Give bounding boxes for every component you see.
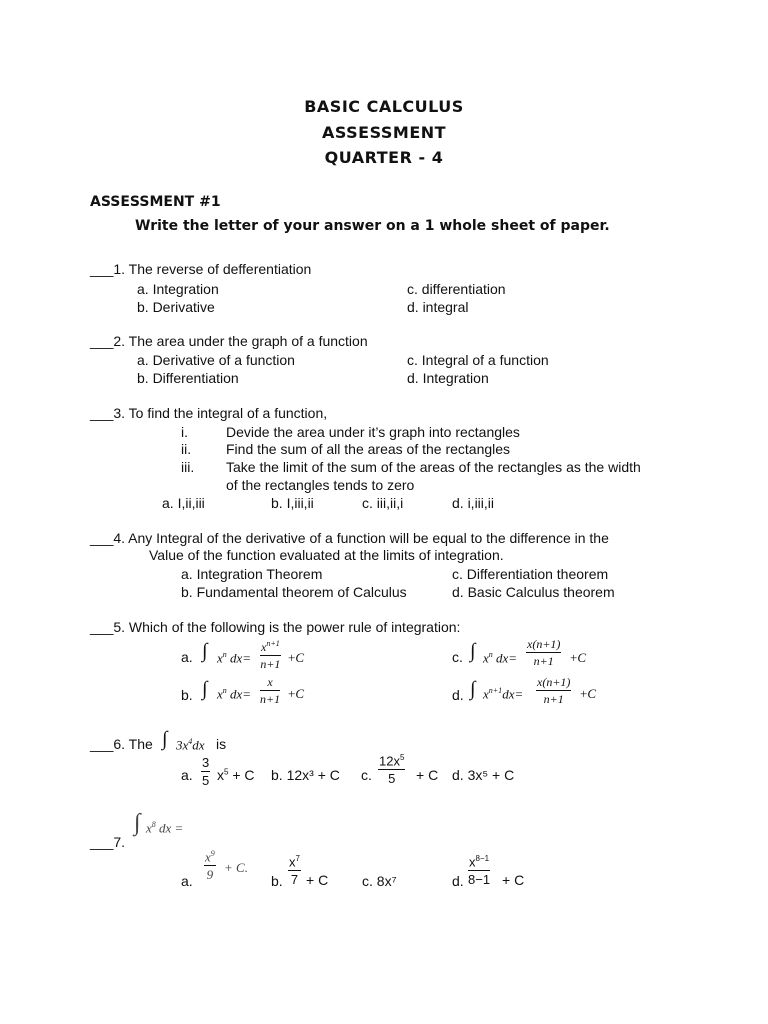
section-title: ASSESSMENT #1: [90, 194, 221, 210]
choice-a: a. Integration: [137, 281, 219, 297]
question-stem-tail: is: [216, 736, 227, 752]
step-number: ii.: [181, 441, 192, 457]
step-text: Take the limit of the sum of the areas of the rectangles as the width: [226, 459, 641, 475]
choice-b: b. I,iii,ii: [271, 495, 314, 511]
question-stem: ___6. The: [90, 736, 153, 752]
step-number: i.: [181, 424, 188, 440]
title-line-2: ASSESSMENT: [321, 123, 447, 142]
question-stem: ___1. The reverse of defferentiation: [90, 261, 312, 277]
choice-d-label: d.: [452, 873, 464, 889]
question-stem: ___5. Which of the following is the power rule of integration:: [90, 619, 461, 635]
choice-c: c. differentiation: [407, 281, 506, 297]
choice-b: b. Derivative: [137, 299, 215, 315]
choice-a-label: a.: [181, 649, 193, 665]
question-stem: ___4. Any Integral of the derivative of a function will be equal to the difference in the: [90, 530, 609, 546]
choice-b-label: b.: [181, 687, 193, 703]
step-text: Find the sum of all the areas of the rectangles: [226, 441, 511, 457]
question-stem: ___3. To find the integral of a function,: [90, 405, 328, 421]
choice-d: d. i,iii,ii: [452, 495, 495, 511]
choice-b: b. Fundamental theorem of Calculus: [181, 584, 407, 600]
choice-d: d. integral: [407, 299, 469, 315]
choice-a-label: a.: [181, 873, 193, 889]
title-line-3: QUARTER - 4: [324, 148, 444, 167]
choice-a: a. Derivative of a function: [137, 352, 295, 368]
choice-b: b. 12x³ + C: [271, 767, 340, 783]
choice-d: d. Basic Calculus theorem: [452, 584, 615, 600]
choice-c: c. Integral of a function: [407, 352, 549, 368]
choice-c: c. 8x⁷: [362, 873, 397, 889]
step-number: iii.: [181, 459, 195, 475]
choice-c: c. iii,ii,i: [362, 495, 404, 511]
question-stem-cont: Value of the function evaluated at the limits of integration.: [149, 547, 504, 563]
step-text: Devide the area under it’s graph into rectangles: [226, 424, 520, 440]
instruction: Write the letter of your answer on a 1 whole sheet of paper.: [135, 218, 610, 234]
question-stem: ___2. The area under the graph of a function: [90, 333, 368, 349]
choice-a: a. I,ii,iii: [162, 495, 205, 511]
choice-d-label: d.: [452, 687, 464, 703]
choice-a: a. Integration Theorem: [181, 566, 323, 582]
question-stem: ___7.: [90, 834, 126, 850]
choice-d: d. Integration: [407, 370, 489, 386]
choice-c-label: c.: [361, 767, 372, 783]
title-line-1: BASIC CALCULUS: [304, 97, 464, 116]
choice-c-label: c.: [452, 649, 463, 665]
choice-a-label: a.: [181, 767, 193, 783]
choice-b-label: b.: [271, 873, 283, 889]
choice-d: d. 3x⁵ + C: [452, 767, 515, 783]
choice-b: b. Differentiation: [137, 370, 239, 386]
step-text-cont: of the rectangles tends to zero: [226, 477, 415, 493]
choice-c: c. Differentiation theorem: [452, 566, 609, 582]
